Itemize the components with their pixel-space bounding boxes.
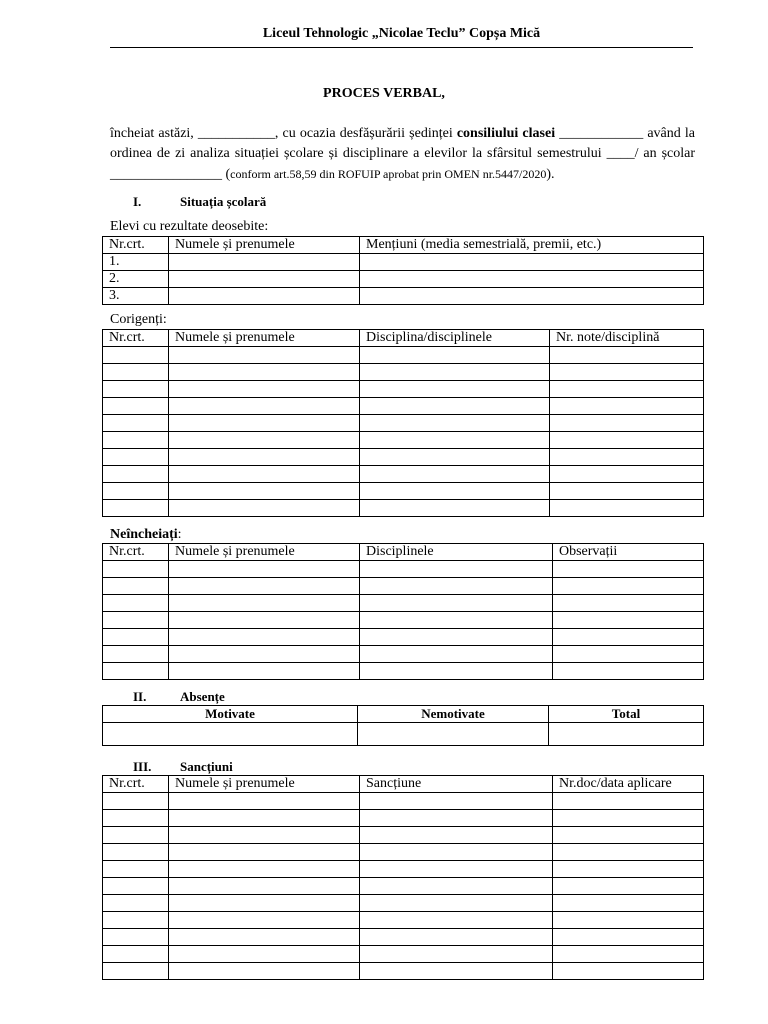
intro-line-3-end: ).: [546, 167, 555, 182]
empty-cell[interactable]: [169, 878, 360, 895]
empty-cell[interactable]: [360, 827, 553, 844]
empty-cell[interactable]: [360, 595, 553, 612]
empty-cell[interactable]: [553, 929, 704, 946]
empty-cell[interactable]: [360, 793, 553, 810]
empty-cell[interactable]: [169, 793, 360, 810]
sanctions-body: [103, 793, 704, 980]
empty-cell[interactable]: [169, 946, 360, 963]
empty-cell[interactable]: [169, 663, 360, 680]
column-header: Mențiuni (media semestrială, premii, etc.): [360, 237, 704, 254]
empty-cell[interactable]: [550, 466, 704, 483]
column-header: Motivate: [103, 706, 358, 723]
empty-cell[interactable]: [553, 561, 704, 578]
table-row: [103, 398, 704, 415]
neincheiati-body: [103, 561, 704, 680]
empty-cell[interactable]: [360, 929, 553, 946]
empty-cell[interactable]: [103, 415, 169, 432]
table-header-row: [103, 544, 704, 561]
empty-cell[interactable]: [360, 364, 550, 381]
table-header-row: [103, 330, 704, 347]
empty-cell[interactable]: [553, 912, 704, 929]
table-row: [103, 929, 704, 946]
empty-cell[interactable]: [553, 861, 704, 878]
total-absences-cell[interactable]: [549, 723, 704, 746]
empty-cell[interactable]: [103, 364, 169, 381]
empty-cell[interactable]: [169, 381, 360, 398]
empty-cell[interactable]: [103, 578, 169, 595]
table-row: [103, 500, 704, 517]
empty-cell[interactable]: [169, 612, 360, 629]
empty-cell[interactable]: [103, 946, 169, 963]
table-row: [103, 793, 704, 810]
empty-cell[interactable]: [103, 912, 169, 929]
corigenti-label: Corigenți:: [110, 312, 167, 327]
empty-cell[interactable]: [360, 398, 550, 415]
empty-cell[interactable]: [169, 449, 360, 466]
empty-cell[interactable]: [550, 432, 704, 449]
column-header: Nr.crt.: [103, 776, 169, 793]
empty-cell[interactable]: [169, 364, 360, 381]
document-title: PROCES VERBAL,: [323, 86, 445, 101]
neincheiati-label: Neîncheiați: [110, 527, 178, 542]
empty-cell[interactable]: [360, 500, 550, 517]
empty-cell[interactable]: [169, 912, 360, 929]
table-row: [103, 946, 704, 963]
column-header: Nr.doc/data aplicare: [553, 776, 704, 793]
empty-cell[interactable]: [103, 432, 169, 449]
empty-cell[interactable]: [550, 449, 704, 466]
intro-line-2: având la ordinea de zi analiza situației școlare și disciplinare a elevilor la sfârsitul semestrului: [110, 126, 695, 161]
mentions-cell[interactable]: [360, 271, 704, 288]
column-header: Observații: [553, 544, 704, 561]
empty-cell[interactable]: [360, 629, 553, 646]
intro-line-1-end: ____________: [555, 126, 644, 141]
empty-cell[interactable]: [169, 347, 360, 364]
column-header: Nr.crt.: [103, 544, 169, 561]
empty-cell[interactable]: [550, 415, 704, 432]
empty-cell[interactable]: [360, 646, 553, 663]
table-row: [103, 861, 704, 878]
table-row: [103, 449, 704, 466]
empty-cell[interactable]: [553, 963, 704, 980]
empty-cell[interactable]: [103, 449, 169, 466]
section-1-title: Situația școlară: [180, 194, 267, 209]
empty-cell[interactable]: [169, 827, 360, 844]
empty-cell[interactable]: [103, 500, 169, 517]
mentions-cell[interactable]: [360, 254, 704, 271]
empty-cell[interactable]: [550, 483, 704, 500]
table-row: [103, 483, 704, 500]
empty-cell[interactable]: [360, 963, 553, 980]
table-row: [103, 723, 704, 746]
section-2-title: Absențe: [180, 689, 225, 704]
empty-cell[interactable]: [553, 827, 704, 844]
table-row: [103, 878, 704, 895]
neincheiati-label-wrap: [110, 527, 182, 543]
absences-table: [102, 705, 704, 746]
empty-cell[interactable]: [103, 466, 169, 483]
table-row: [103, 646, 704, 663]
empty-cell[interactable]: [553, 946, 704, 963]
table-row: [103, 364, 704, 381]
intro-paragraph: [110, 124, 695, 185]
table-row: [103, 595, 704, 612]
empty-cell[interactable]: [169, 466, 360, 483]
remarkable-students-label: Elevi cu rezultate deosebite:: [110, 219, 269, 234]
empty-cell[interactable]: [360, 466, 550, 483]
row-number: 3.: [103, 288, 169, 305]
empty-cell[interactable]: [550, 500, 704, 517]
table-row: [103, 271, 704, 288]
empty-cell[interactable]: [103, 663, 169, 680]
sanctions-table: [102, 775, 704, 980]
empty-cell[interactable]: [169, 963, 360, 980]
empty-cell[interactable]: [103, 895, 169, 912]
column-header: Numele și prenumele: [169, 544, 360, 561]
school-header: Liceul Tehnologic „Nicolae Teclu” Copșa Mică: [262, 26, 541, 41]
header-rule: [110, 47, 693, 48]
table-row: [103, 254, 704, 271]
intro-bold-council: consiliului clasei: [456, 126, 556, 141]
empty-cell[interactable]: [360, 946, 553, 963]
table-row: [103, 288, 704, 305]
motivated-absences-cell[interactable]: [103, 723, 358, 746]
column-header: Disciplinele: [360, 544, 553, 561]
empty-cell[interactable]: [169, 629, 360, 646]
empty-cell[interactable]: [169, 561, 360, 578]
section-1-number: I.: [133, 194, 142, 209]
empty-cell[interactable]: [103, 646, 169, 663]
empty-cell[interactable]: [360, 912, 553, 929]
empty-cell[interactable]: [103, 612, 169, 629]
row-number: 2.: [103, 271, 169, 288]
corigenti-body: [103, 347, 704, 517]
column-header: Nr.crt.: [103, 330, 169, 347]
empty-cell[interactable]: [360, 810, 553, 827]
empty-cell[interactable]: [103, 929, 169, 946]
empty-cell[interactable]: [553, 578, 704, 595]
neincheiati-table: [102, 543, 704, 680]
empty-cell[interactable]: [360, 861, 553, 878]
table-row: [103, 810, 704, 827]
column-header: Sancțiune: [360, 776, 553, 793]
column-header: Nemotivate: [358, 706, 549, 723]
section-3-title: Sancțiuni: [180, 759, 233, 774]
empty-cell[interactable]: [169, 810, 360, 827]
empty-cell[interactable]: [103, 347, 169, 364]
empty-cell[interactable]: [169, 483, 360, 500]
name-cell[interactable]: [169, 254, 360, 271]
corigenti-table: [102, 329, 704, 517]
table-row: [103, 963, 704, 980]
table-row: [103, 381, 704, 398]
empty-cell[interactable]: [103, 878, 169, 895]
empty-cell[interactable]: [103, 844, 169, 861]
empty-cell[interactable]: [360, 578, 553, 595]
empty-cell[interactable]: [103, 398, 169, 415]
empty-cell[interactable]: [169, 861, 360, 878]
mentions-cell[interactable]: [360, 288, 704, 305]
name-cell[interactable]: [169, 271, 360, 288]
empty-cell[interactable]: [553, 646, 704, 663]
empty-cell[interactable]: [103, 827, 169, 844]
table-header-row: [103, 237, 704, 254]
table-row: [103, 432, 704, 449]
column-header: Numele și prenumele: [169, 237, 360, 254]
intro-line-3: ____/ an școlar ________________ (: [110, 146, 696, 182]
empty-cell[interactable]: [360, 844, 553, 861]
empty-cell[interactable]: [103, 861, 169, 878]
table-row: [103, 578, 704, 595]
remarkable-students-table: [102, 236, 704, 305]
empty-cell[interactable]: [360, 895, 553, 912]
table-row: [103, 612, 704, 629]
table-row: [103, 912, 704, 929]
empty-cell[interactable]: [103, 483, 169, 500]
empty-cell[interactable]: [169, 646, 360, 663]
row-number: 1.: [103, 254, 169, 271]
column-header: Numele și prenumele: [169, 776, 360, 793]
empty-cell[interactable]: [553, 844, 704, 861]
empty-cell[interactable]: [169, 432, 360, 449]
empty-cell[interactable]: [550, 347, 704, 364]
empty-cell[interactable]: [360, 415, 550, 432]
intro-legal-reference: conform art.58,59 din ROFUIP aprobat prin OMEN nr.5447/2020: [230, 167, 547, 181]
empty-cell[interactable]: [360, 347, 550, 364]
table-row: [103, 561, 704, 578]
unmotivated-absences-cell[interactable]: [358, 723, 549, 746]
empty-cell[interactable]: [103, 381, 169, 398]
column-header: Total: [549, 706, 704, 723]
empty-cell[interactable]: [103, 963, 169, 980]
section-3-number: III.: [133, 759, 152, 774]
empty-cell[interactable]: [103, 561, 169, 578]
empty-cell[interactable]: [553, 878, 704, 895]
table-row: [103, 629, 704, 646]
empty-cell[interactable]: [553, 595, 704, 612]
empty-cell[interactable]: [169, 398, 360, 415]
column-header: Nr.crt.: [103, 237, 169, 254]
empty-cell[interactable]: [103, 810, 169, 827]
empty-cell[interactable]: [169, 500, 360, 517]
table-row: [103, 347, 704, 364]
empty-cell[interactable]: [550, 364, 704, 381]
empty-cell[interactable]: [360, 381, 550, 398]
empty-cell[interactable]: [553, 663, 704, 680]
empty-cell[interactable]: [553, 793, 704, 810]
empty-cell[interactable]: [103, 595, 169, 612]
empty-cell[interactable]: [103, 793, 169, 810]
empty-cell[interactable]: [169, 929, 360, 946]
table-row: [103, 415, 704, 432]
empty-cell[interactable]: [360, 561, 553, 578]
table-row: [103, 466, 704, 483]
column-header: Nr. note/disciplină: [550, 330, 704, 347]
empty-cell[interactable]: [360, 878, 553, 895]
empty-cell[interactable]: [360, 449, 550, 466]
table-row: [103, 827, 704, 844]
neincheiati-label-colon: :: [177, 527, 182, 542]
table-row: [103, 895, 704, 912]
empty-cell[interactable]: [553, 612, 704, 629]
empty-cell[interactable]: [553, 629, 704, 646]
empty-cell[interactable]: [169, 578, 360, 595]
empty-cell[interactable]: [169, 415, 360, 432]
table-row: [103, 844, 704, 861]
empty-cell[interactable]: [169, 895, 360, 912]
empty-cell[interactable]: [169, 844, 360, 861]
empty-cell[interactable]: [553, 895, 704, 912]
empty-cell[interactable]: [360, 432, 550, 449]
column-header: Numele și prenumele: [169, 330, 360, 347]
empty-cell[interactable]: [360, 663, 553, 680]
intro-line-1: încheiat astăzi, ___________, cu ocazia desfășurării ședinței: [110, 126, 457, 141]
empty-cell[interactable]: [169, 595, 360, 612]
name-cell[interactable]: [169, 288, 360, 305]
empty-cell[interactable]: [360, 612, 553, 629]
table-row: [103, 663, 704, 680]
section-2-number: II.: [133, 689, 147, 704]
empty-cell[interactable]: [360, 483, 550, 500]
empty-cell[interactable]: [550, 381, 704, 398]
table-header-row: [103, 706, 704, 723]
empty-cell[interactable]: [103, 629, 169, 646]
empty-cell[interactable]: [550, 398, 704, 415]
table-header-row: [103, 776, 704, 793]
column-header: Disciplina/disciplinele: [360, 330, 550, 347]
empty-cell[interactable]: [553, 810, 704, 827]
